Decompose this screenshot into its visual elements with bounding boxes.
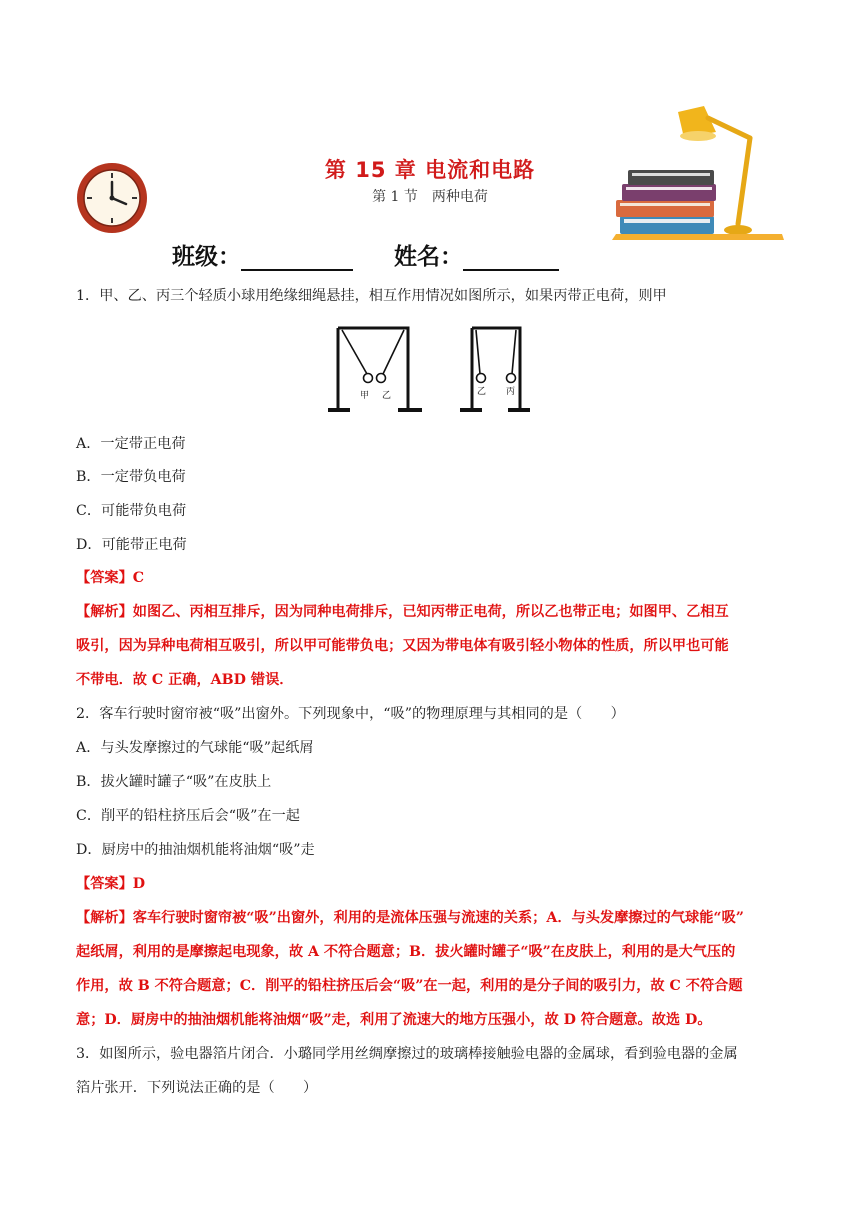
name-label: 姓名： [394, 244, 463, 270]
q1-fig-label-jia: 甲 [360, 391, 370, 401]
q2-option-a: A．与头发摩擦过的气球能“吸”起纸屑 [76, 740, 314, 756]
q1-analysis-tag: 【解析】 [76, 604, 133, 620]
q1-fig-label-bing: 丙 [506, 387, 516, 397]
q2-analysis-line-3: 作用，故 B 不符合题意；C．削平的铅柱挤压后会“吸”在一起，利用的是分子间的吸引力，故 C 不符合题 [76, 978, 743, 994]
q2-option-c: C．削平的铅柱挤压后会“吸”在一起 [76, 808, 300, 824]
q2-analysis-tag: 【解析】 [76, 910, 133, 926]
q1-option-b: B．一定带负电荷 [76, 469, 186, 485]
q2-answer [76, 874, 796, 894]
q2-analysis-line-4: 意；D．厨房中的抽油烟机能将油烟“吸”走，利用了流速大的地方压强小，故 D 符合题意。故选 D。 [76, 1012, 712, 1028]
q2-analysis-line-2: 起纸屑，利用的是摩擦起电现象，故 A 不符合题意；B．拔火罐时罐子“吸”在皮肤上，利用的是大气压的 [76, 944, 736, 960]
q3-stem-line-1: 3．如图所示，验电器箔片闭合．小璐同学用丝绸摩擦过的玻璃棒接触验电器的金属球，看到验电器的金属 [76, 1046, 738, 1062]
class-blank [241, 245, 353, 271]
q1-analysis-line-3: 不带电．故 C 正确，ABD 错误． [76, 672, 294, 688]
q2-stem: 2．客车行驶时窗帘被“吸”出窗外。下列现象中，“吸”的物理原理与其相同的是（ ） [76, 706, 625, 722]
section-title: 第 1 节 两种电荷 [372, 189, 488, 205]
q1-analysis-text-1: 如图乙、丙相互排斥，因为同种电荷排斥，已知丙带正电荷，所以乙也带正电；如图甲、乙相互 [132, 604, 729, 620]
q2-option-b: B．拔火罐时罐子“吸”在皮肤上 [76, 774, 272, 790]
q1-figure [324, 320, 534, 418]
q1-fig-label-yi-right: 乙 [477, 387, 487, 397]
q1-answer-value: C [132, 570, 145, 586]
q1-option-a: A．一定带正电荷 [76, 436, 186, 452]
q1-analysis-line-2: 吸引，因为异种电荷相互吸引，所以甲可能带负电；又因为带电体有吸引轻小物体的性质，所以甲也可能 [76, 638, 729, 654]
q2-answer-tag: 【答案】 [76, 876, 133, 892]
q1-answer [76, 568, 796, 588]
q3-stem-line-2: 箔片张开．下列说法正确的是（ ） [76, 1080, 318, 1096]
q1-option-d: D．可能带正电荷 [76, 537, 187, 553]
q2-answer-value: D [132, 876, 146, 892]
q1-option-c: C．可能带负电荷 [76, 503, 187, 519]
q1-answer-tag: 【答案】 [76, 570, 133, 586]
name-field [394, 238, 559, 271]
q2-analysis-text-1: 客车行驶时窗帘被“吸”出窗外，利用的是流体压强与流速的关系；A．与头发摩擦过的气球能“吸” [132, 910, 744, 926]
q2-analysis-line-1 [76, 908, 796, 928]
q1-analysis-line-1 [76, 602, 796, 622]
class-field [172, 238, 353, 271]
q1-fig-label-yi-left: 乙 [382, 391, 392, 401]
q2-option-d: D．厨房中的抽油烟机能将油烟“吸”走 [76, 842, 315, 858]
q1-stem: 1．甲、乙、丙三个轻质小球用绝缘细绳悬挂，相互作用情况如图所示，如果丙带正电荷，则甲 [76, 288, 667, 304]
name-blank [463, 245, 559, 271]
chapter-title: 第 15 章 电流和电路 [324, 158, 536, 182]
class-label: 班级： [172, 244, 241, 270]
